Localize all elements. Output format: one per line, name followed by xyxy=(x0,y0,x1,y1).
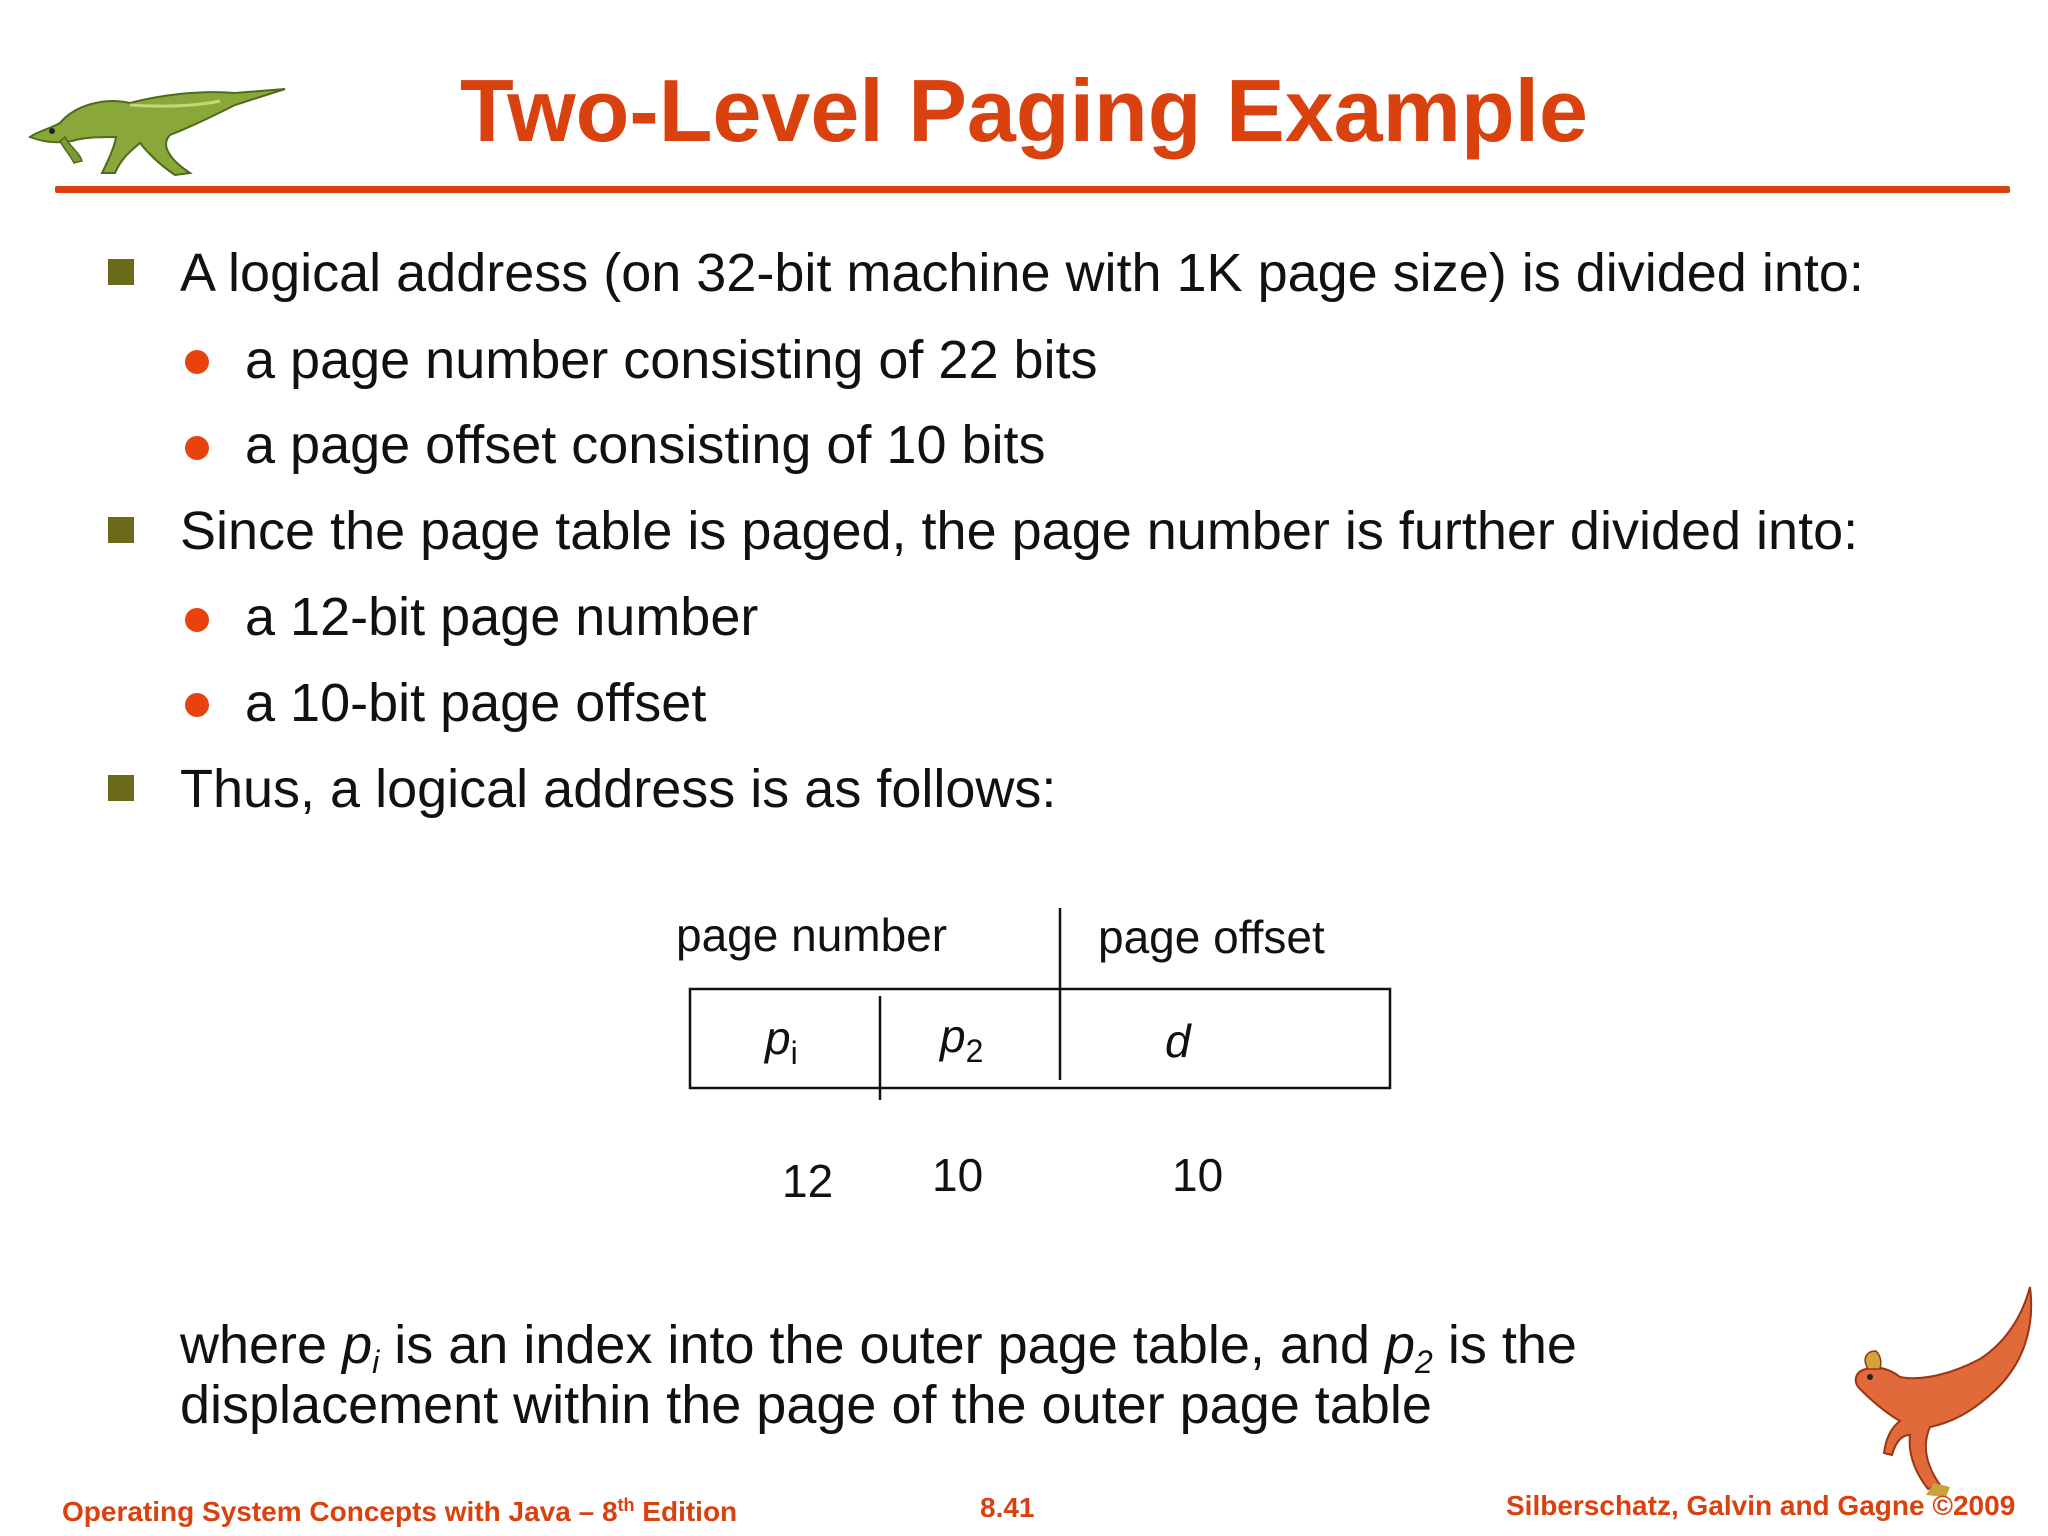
dot-bullet xyxy=(185,350,209,374)
where-line-1: where $p_i$ is an index into the outer page table, and $p_2$ is the xyxy=(180,1315,1577,1380)
dot-bullet xyxy=(185,693,209,717)
title-divider xyxy=(55,186,2010,193)
footer-book-title: Operating System Concepts with Java – 8th Edition xyxy=(62,1495,738,1527)
diagram-label-page-offset: page offset xyxy=(1098,911,1325,963)
logical-address-diagram xyxy=(680,900,1400,1110)
diagram-label-page-number: page number xyxy=(676,909,948,961)
bullet-text: a 10-bit page offset xyxy=(245,673,707,733)
bullet-text: a page offset consisting of 10 bits xyxy=(245,415,1046,475)
dot-bullet xyxy=(185,436,209,460)
field-p2: $p_2$ xyxy=(940,1010,984,1069)
field-d: d xyxy=(1165,1015,1191,1067)
dot-bullet xyxy=(185,608,209,632)
square-bullet xyxy=(108,775,134,801)
square-bullet xyxy=(108,259,134,285)
bits-d: 10 xyxy=(1172,1149,1224,1201)
page-title: Two-Level Paging Example xyxy=(460,61,1588,160)
bullet-text: a 12-bit page number xyxy=(245,587,759,647)
bullet-text: Thus, a logical address is as follows: xyxy=(180,759,1057,819)
bits-p1: 12 xyxy=(782,1155,834,1207)
bullet-text: Since the page table is paged, the page number is further divided into: xyxy=(180,501,1859,561)
bullet-text: A logical address (on 32-bit machine with 1K page size) is divided into: xyxy=(180,243,1864,303)
where-line-2: displacement within the page of the outer page table xyxy=(180,1375,1432,1435)
footer-authors: Silberschatz, Galvin and Gagne ©2009 xyxy=(1506,1490,2016,1521)
square-bullet xyxy=(108,517,134,543)
footer-page-number: 8.41 xyxy=(980,1492,1035,1523)
bullet-text: a page number consisting of 22 bits xyxy=(245,330,1098,390)
field-p1: $p_i$ xyxy=(765,1012,798,1071)
red-dinosaur-icon xyxy=(1830,1285,2040,1500)
bits-p2: 10 xyxy=(932,1149,984,1201)
